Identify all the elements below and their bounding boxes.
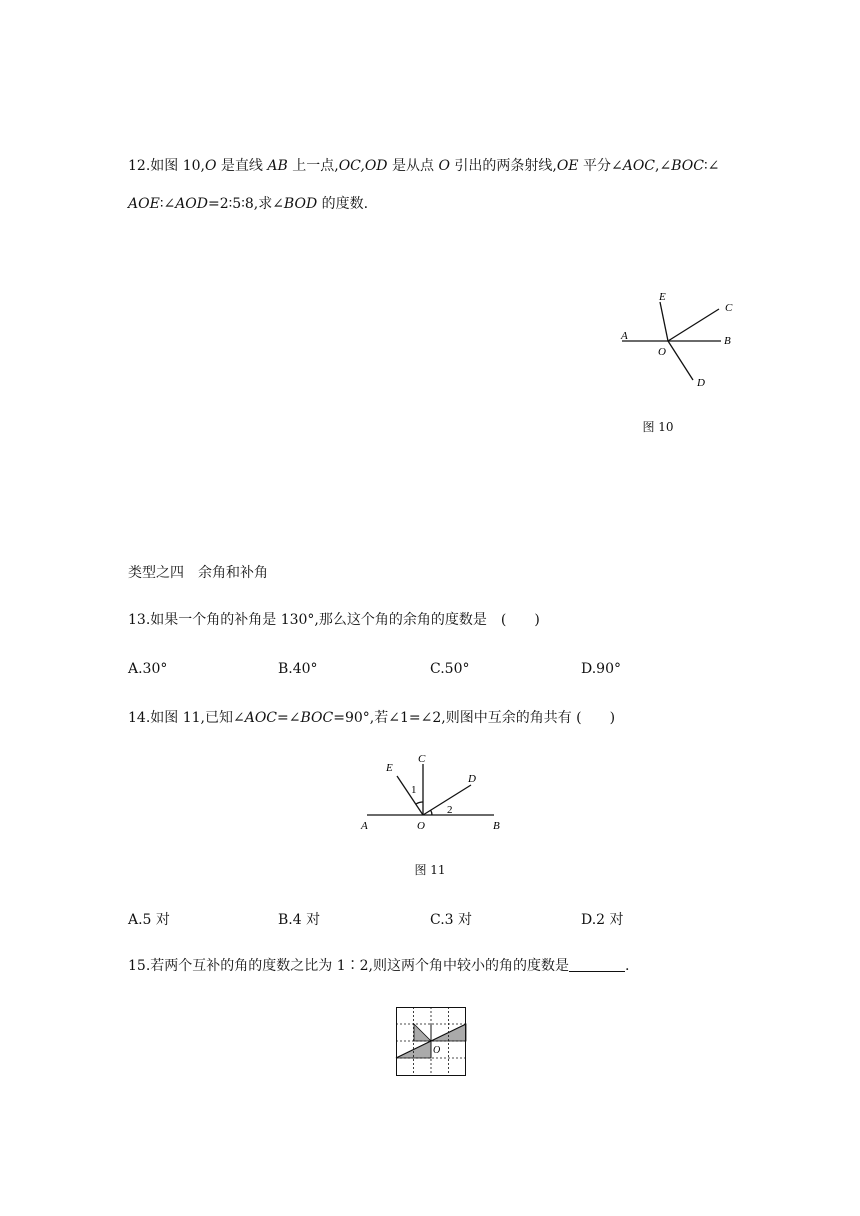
fig10-label-a: A bbox=[621, 330, 628, 342]
fig10-label-o: O bbox=[658, 346, 666, 358]
q13-option-c: C.50° bbox=[430, 661, 470, 677]
q14-option-a: A.5 对 bbox=[128, 912, 170, 928]
fig11-angle-2-label: 2 bbox=[447, 804, 453, 816]
fig10-label-e: E bbox=[659, 291, 666, 303]
q14-option-d: D.2 对 bbox=[581, 912, 624, 928]
q14-option-b: B.4 对 bbox=[278, 912, 321, 928]
fig11-label-d: D bbox=[468, 773, 476, 785]
angle-2-arc bbox=[431, 810, 432, 815]
ray-oc bbox=[668, 309, 719, 341]
fig11-label-o: O bbox=[417, 820, 425, 832]
ray-oe bbox=[397, 776, 423, 815]
section-4-heading: 类型之四 余角和补角 bbox=[128, 565, 268, 581]
figure-11-caption: 图 11 bbox=[414, 863, 446, 877]
figure-11-diagram bbox=[350, 745, 510, 840]
figure-10-caption: 图 10 bbox=[642, 420, 674, 434]
angle-1-arc bbox=[416, 802, 423, 804]
fig10-label-b: B bbox=[724, 335, 731, 347]
q13-option-d: D.90° bbox=[581, 661, 621, 677]
q13-stem: 13.如果一个角的补角是 130°,那么这个角的余角的度数是 ( ) bbox=[128, 612, 540, 628]
q15-stem: 15.若两个互补的角的度数之比为 1∶2,则这两个角中较小的角的度数是 . bbox=[128, 958, 630, 974]
grid-figure bbox=[396, 1007, 466, 1079]
ray-od bbox=[668, 341, 693, 380]
q15-answer-blank[interactable] bbox=[569, 957, 625, 972]
fig11-label-a: A bbox=[361, 820, 368, 832]
q14-stem: 14.如图 11,已知∠AOC=∠BOC=90°,若∠1=∠2,则图中互余的角共有 ( ) bbox=[128, 710, 616, 726]
q12-text-line-2: AOE∶∠AOD=2∶5∶8,求∠BOD 的度数. bbox=[128, 196, 369, 212]
fig10-label-c: C bbox=[725, 302, 733, 314]
q12-text-line-1: 12.如图 10,O 是直线 AB 上一点,OC,OD 是从点 O 引出的两条射线,OE 平分∠AOC,∠BOC∶∠ bbox=[128, 158, 720, 174]
figure-10-diagram bbox=[600, 280, 760, 400]
fig11-label-b: B bbox=[493, 820, 500, 832]
ray-oe bbox=[660, 302, 668, 341]
q13-option-a: A.30° bbox=[128, 661, 168, 677]
q13-option-b: B.40° bbox=[278, 661, 318, 677]
fig11-label-e: E bbox=[386, 762, 393, 774]
grid-label-o: O bbox=[433, 1045, 441, 1056]
shaded-triangle-upper bbox=[414, 1024, 431, 1041]
q14-option-c: C.3 对 bbox=[430, 912, 473, 928]
fig10-label-d: D bbox=[697, 377, 705, 389]
fig11-angle-1-label: 1 bbox=[411, 784, 417, 796]
fig11-label-c: C bbox=[418, 753, 426, 765]
